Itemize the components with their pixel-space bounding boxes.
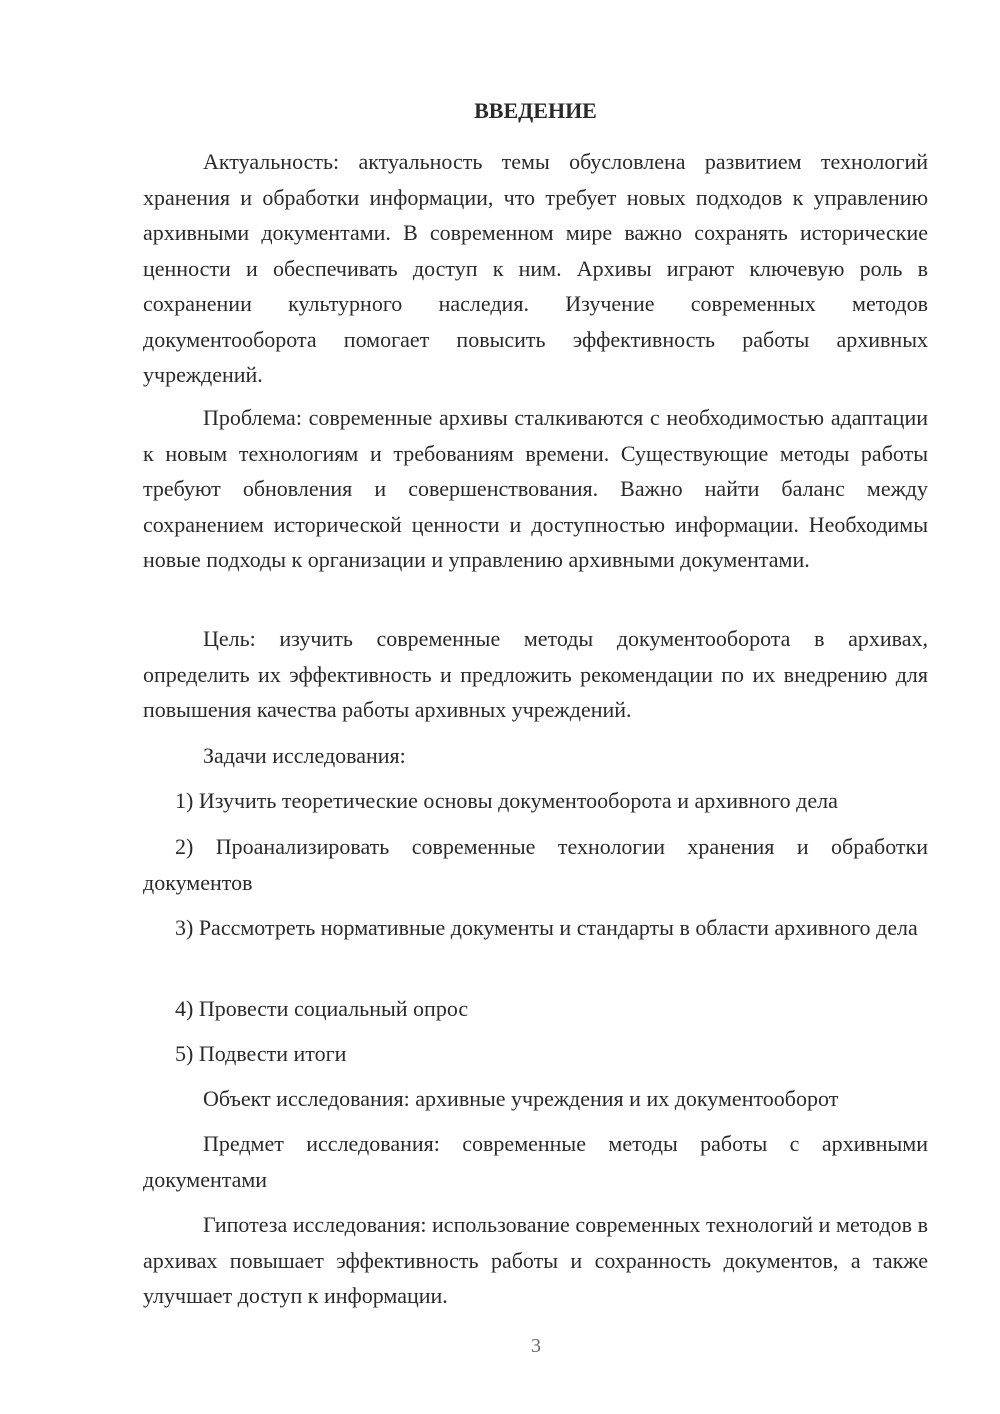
- paragraph-goal: Цель: изучить современные методы документооборота в архивах, определить их эффективность и предложить рекомендации по их внедрению для повышения качества работы архивных учреждений.: [143, 626, 928, 722]
- page-title: ВВЕДЕНИЕ: [474, 98, 597, 123]
- page-number: 3: [531, 1335, 541, 1357]
- paragraph-subject: Предмет исследования: современные методы работы с архивными документами: [143, 1131, 928, 1192]
- tasks-heading: Задачи исследования:: [203, 743, 406, 768]
- paragraph-object: Объект исследования: архивные учреждения и их документооборот: [203, 1086, 839, 1111]
- paragraph-hypothesis: Гипотеза исследования: использование современных технологий и методов в архивах повышает эффективность работы и сохранность документов, а также улучшает доступ к информации.: [143, 1212, 928, 1308]
- task-item-1: 1) Изучить теоретические основы документооборота и архивного дела: [175, 788, 838, 813]
- paragraph-relevance: Актуальность: актуальность темы обусловлена развитием технологий хранения и обработки информации, что требует новых подходов к управлению архивными документами. В современном мире важно сохранять исторические ценности и обеспечивать доступ к ним. Архивы играют ключевую роль в сохранении культурного наследия. Изучение современных методов документооборота помогает повысить эффективность работы архивных учреждений.: [143, 149, 928, 387]
- task-item-4: 4) Провести социальный опрос: [175, 996, 469, 1021]
- task-item-5: 5) Подвести итоги: [175, 1041, 347, 1066]
- task-item-2: 2) Проанализировать современные технологии хранения и обработки документов: [143, 834, 928, 895]
- paragraph-problem: Проблема: современные архивы сталкиваются с необходимостью адаптации к новым технологиям и требованиям времени. Существующие методы работы требуют обновления и совершенствования. Важно найти баланс между сохранением исторической ценности и доступностью информации. Необходимы новые подходы к организации и управлению архивными документами.: [143, 405, 928, 572]
- task-item-3: 3) Рассмотреть нормативные документы и стандарты в области архивного дела: [175, 915, 918, 940]
